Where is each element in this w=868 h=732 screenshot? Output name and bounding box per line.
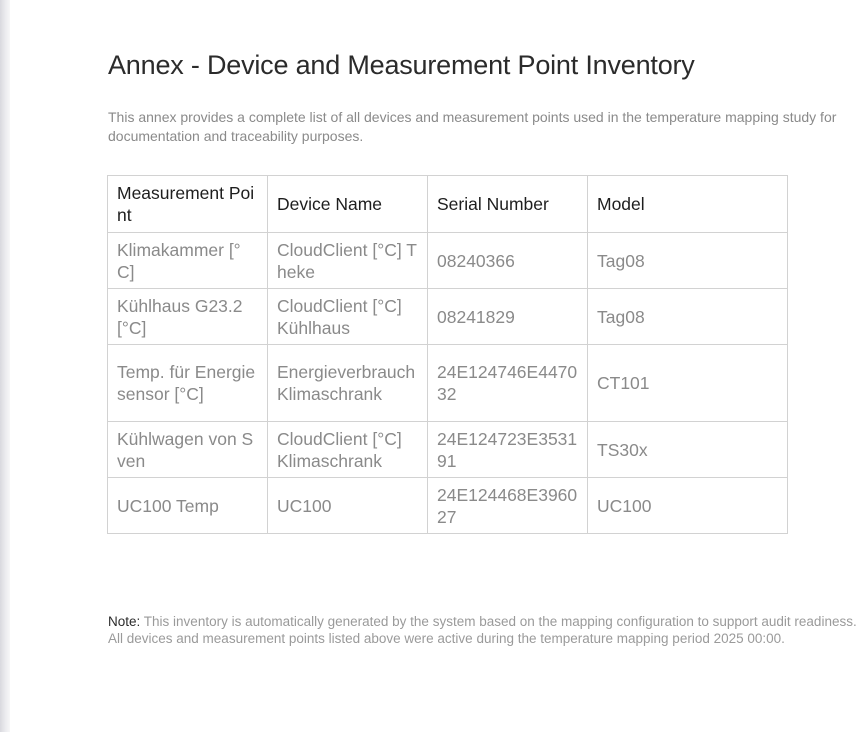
table-row (108, 422, 788, 478)
cell-model: Tag08 (588, 233, 788, 289)
note-paragraph (108, 613, 868, 647)
cell-model: CT101 (588, 345, 788, 422)
viewer-left-edge (0, 0, 10, 732)
cell-serial-number: 24E124723E353191 (428, 422, 588, 478)
cell-measurement-point: Klimakammer [°C] (108, 233, 268, 289)
note-label: Note: (108, 614, 141, 629)
cell-serial-number: 24E124468E396027 (428, 478, 588, 534)
page-title: Annex - Device and Measurement Point Inventory (108, 50, 695, 80)
intro-paragraph: This annex provides a complete list of all devices and measurement points used in the temperature mapping study for documentation and traceability purposes. (108, 109, 837, 144)
cell-model: TS30x (588, 422, 788, 478)
cell-model: UC100 (588, 478, 788, 534)
cell-model: Tag08 (588, 289, 788, 345)
cell-serial-number: 08240366 (428, 233, 588, 289)
header-serial-number: Serial Number (428, 176, 588, 233)
cell-measurement-point: Temp. für Energiesensor [°C] (108, 345, 268, 422)
table-row (108, 289, 788, 345)
header-model: Model (588, 176, 788, 233)
header-device-name: Device Name (268, 176, 428, 233)
table-row (108, 345, 788, 422)
note-text: This inventory is automatically generated by the system based on the mapping configuration to support audit readiness. All devices and measurement points listed above were active during the temperature mapping period 2025 00:00. (108, 614, 857, 646)
cell-measurement-point: Kühlhaus G23.2 [°C] (108, 289, 268, 345)
table-row (108, 478, 788, 534)
cell-device-name: Energieverbrauch Klimaschrank (268, 345, 428, 422)
table-header-row (108, 176, 788, 233)
cell-device-name: CloudClient [°C] Klimaschrank (268, 422, 428, 478)
cell-serial-number: 08241829 (428, 289, 588, 345)
cell-device-name: CloudClient [°C] Kühlhaus (268, 289, 428, 345)
cell-device-name: CloudClient [°C] Theke (268, 233, 428, 289)
cell-measurement-point: UC100 Temp (108, 478, 268, 534)
cell-device-name: UC100 (268, 478, 428, 534)
document-page (10, 0, 857, 732)
cell-serial-number: 24E124746E447032 (428, 345, 588, 422)
cell-measurement-point: Kühlwagen von Sven (108, 422, 268, 478)
table-row (108, 233, 788, 289)
inventory-table (107, 175, 788, 534)
header-measurement-point: Measurement Point (108, 176, 268, 233)
